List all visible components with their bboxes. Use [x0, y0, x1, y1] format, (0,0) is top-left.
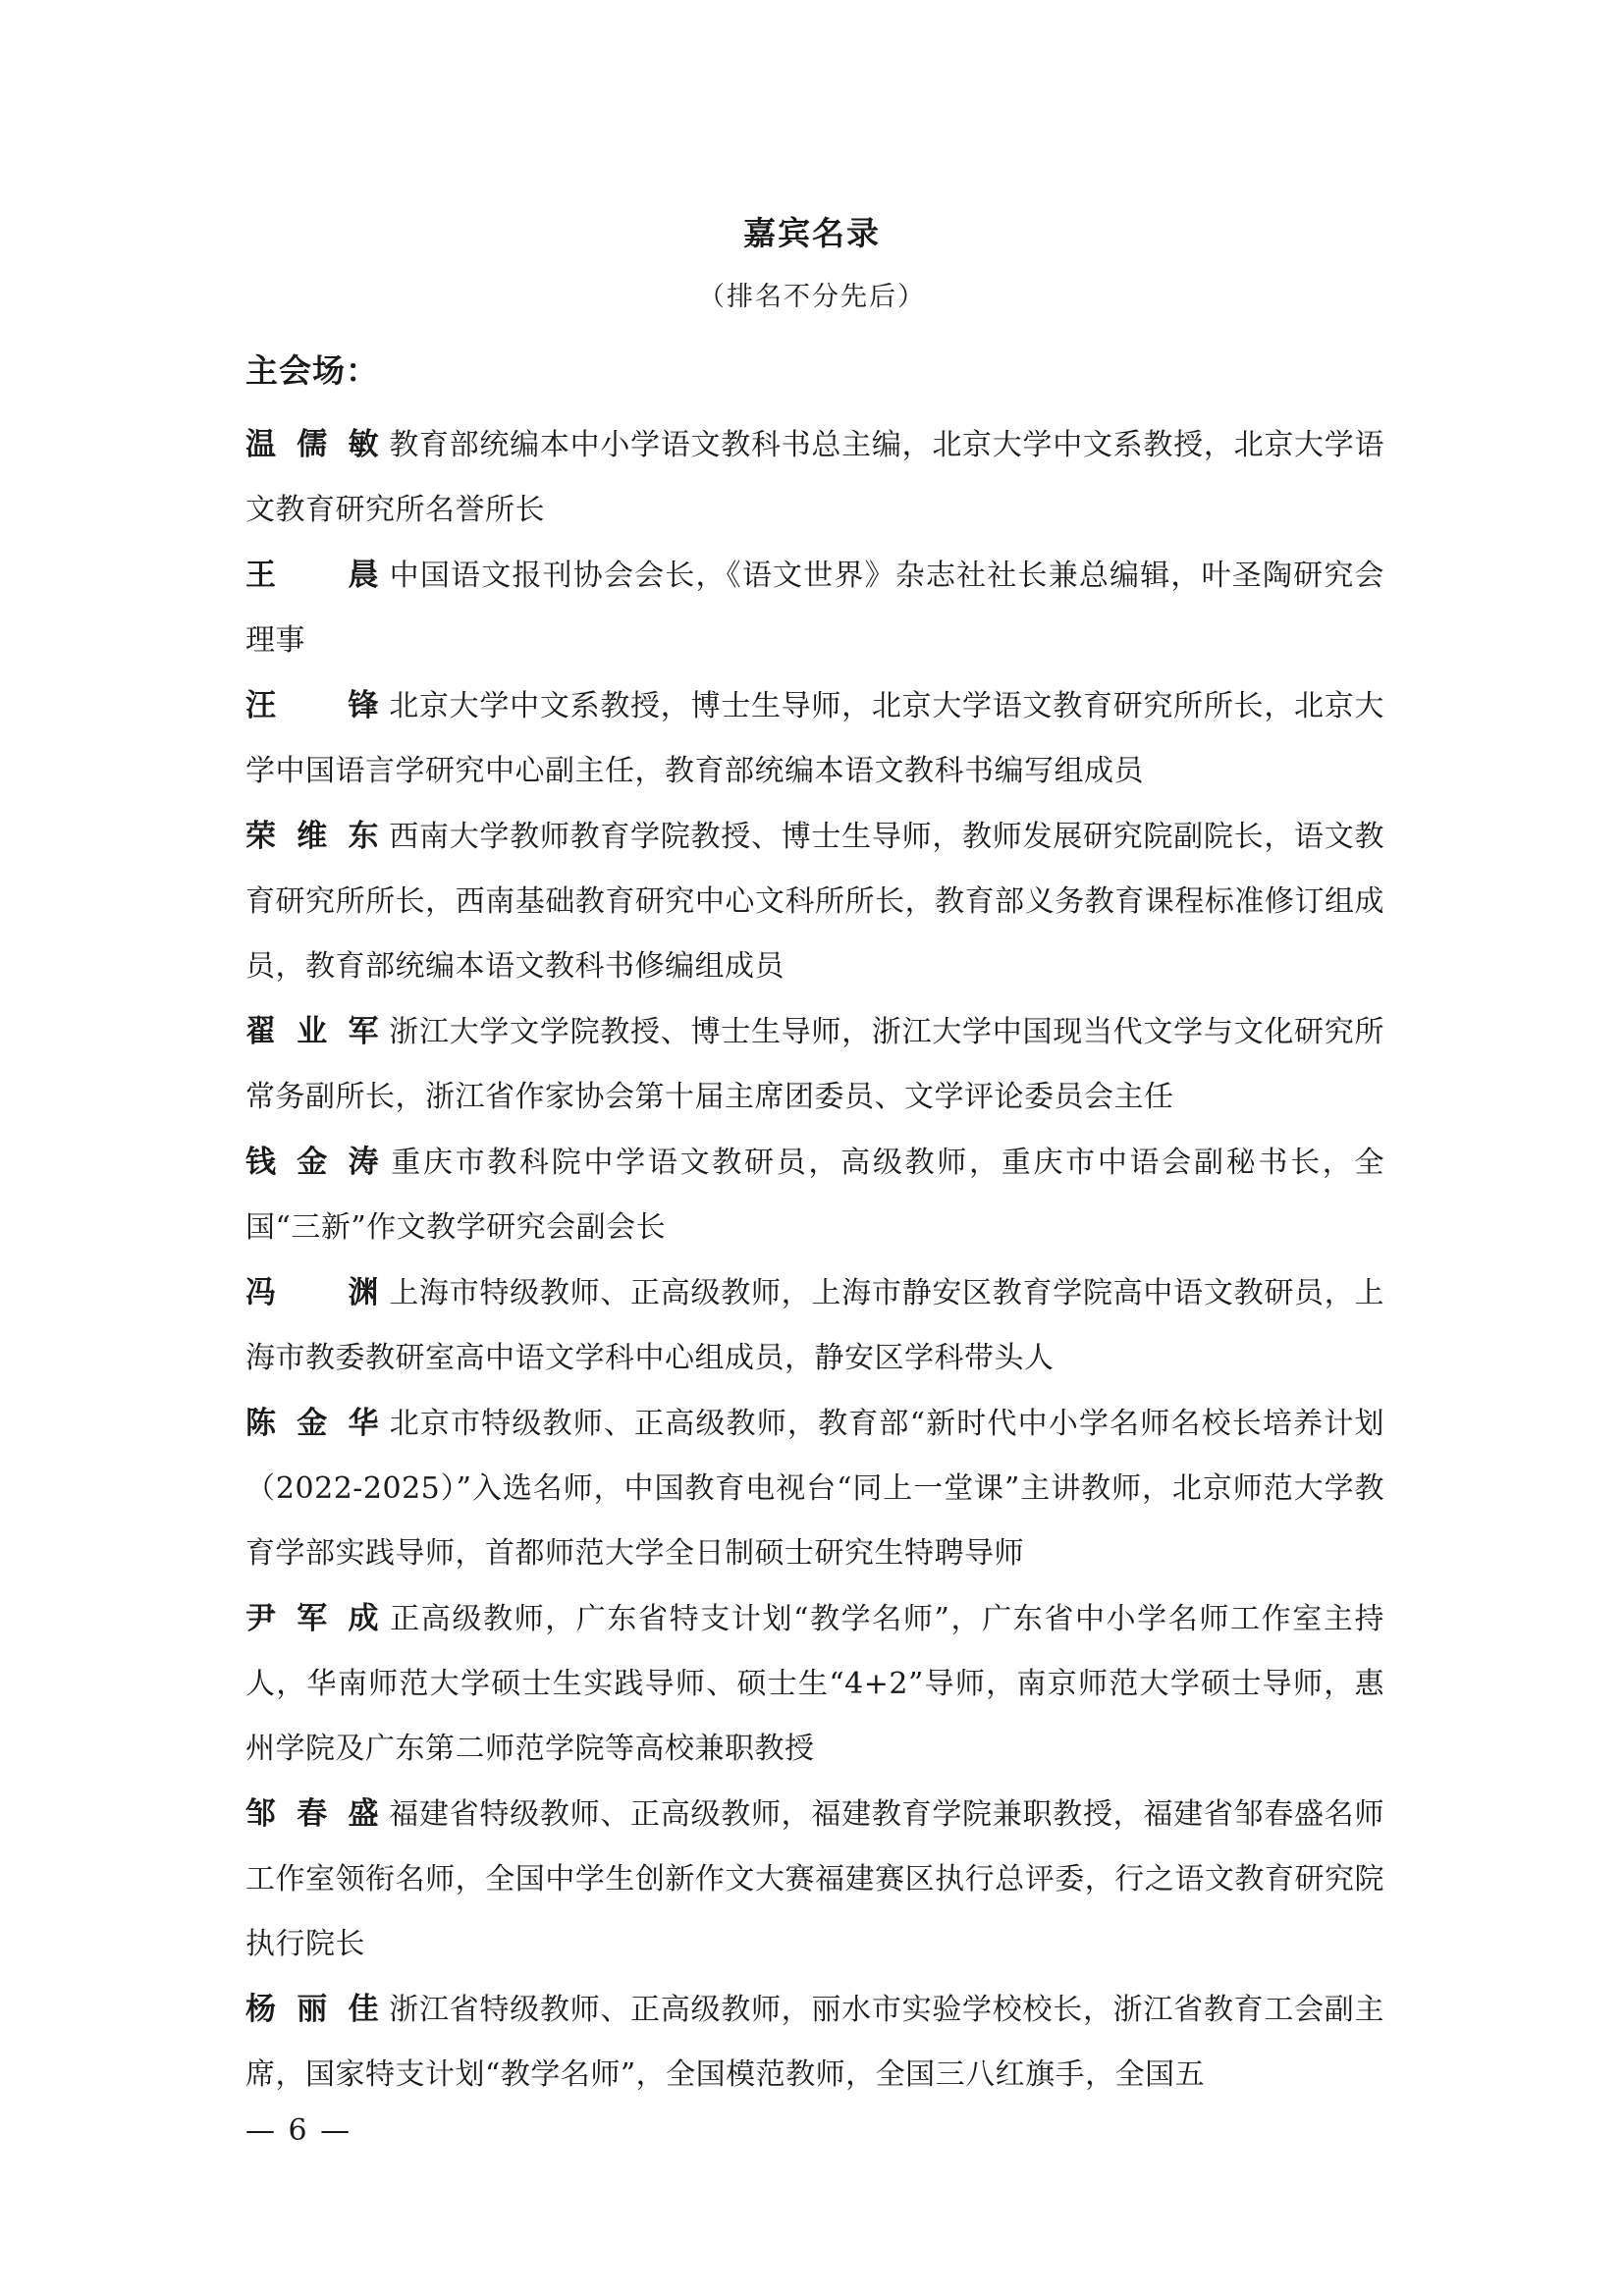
guest-name: 尹军成	[245, 1601, 379, 1636]
guest-description: 福建省特级教师、正高级教师，福建教育学院兼职教授，福建省邹春盛名师工作室领衔名师，全国中学生创新作文大赛福建赛区执行总评委，行之语文教育研究院执行院长	[245, 1797, 1384, 1961]
guest-entry	[245, 673, 1384, 804]
guest-entry	[245, 412, 1384, 543]
guest-description: 上海市特级教师、正高级教师，上海市静安区教育学院高中语文教研员，上海市教委教研室高中语文学科中心组成员，静安区学科带头人	[245, 1276, 1384, 1375]
guest-entry	[245, 1130, 1384, 1260]
guest-entry	[245, 999, 1384, 1130]
guest-name: 陈金华	[245, 1406, 379, 1441]
guest-name: 汪锋	[245, 688, 379, 723]
guest-description: 北京市特级教师、正高级教师，教育部“新时代中小学名师名校长培养计划（2022-2025）”入选名师，中国教育电视台“同上一堂课”主讲教师，北京师范大学教育学部实践导师，首都师范大学全日制硕士研究生特聘导师	[245, 1407, 1384, 1571]
guest-description: 浙江省特级教师、正高级教师，丽水市实验学校校长，浙江省教育工会副主席，国家特支计划“教学名师”，全国模范教师，全国三八红旗手，全国五	[245, 1993, 1384, 2092]
section-heading: 主会场：	[245, 351, 379, 390]
page-number: — 6 —	[245, 2113, 352, 2148]
guest-name: 杨丽佳	[245, 1992, 379, 2027]
guest-name: 温儒敏	[245, 427, 379, 462]
guest-description: 中国语文报刊协会会长，《语文世界》杂志社社长兼总编辑，叶圣陶研究会理事	[245, 559, 1384, 658]
page-subtitle: （排名不分先后）	[698, 282, 926, 312]
guest-name: 钱金涛	[245, 1145, 379, 1180]
guest-description: 正高级教师，广东省特支计划“教学名师”，广东省中小学名师工作室主持人，华南师范大学硕士生实践导师、硕士生“4+2”导师，南京师范大学硕士导师，惠州学院及广东第二师范学院等高校兼职教授	[245, 1602, 1384, 1766]
guest-description: 浙江大学文学院教授、博士生导师，浙江大学中国现当代文学与文化研究所常务副所长，浙江省作家协会第十届主席团委员、文学评论委员会主任	[245, 1015, 1384, 1114]
guest-description: 教育部统编本中小学语文教科书总主编，北京大学中文系教授，北京大学语文教育研究所名誉所长	[245, 428, 1384, 527]
guest-name: 荣维东	[245, 819, 379, 854]
guest-name: 翟业军	[245, 1014, 379, 1049]
guest-entry	[245, 543, 1384, 673]
page-title: 嘉宾名录	[743, 214, 881, 252]
guest-description: 西南大学教师教育学院教授、博士生导师，教师发展研究院副院长，语文教育研究所所长，西南基础教育研究中心文科所所长，教育部义务教育课程标准修订组成员，教育部统编本语文教科书修编组成员	[245, 820, 1384, 984]
guest-description: 重庆市教科院中学语文教研员，高级教师，重庆市中语会副秘书长，全国“三新”作文教学研究会副会长	[245, 1146, 1384, 1245]
guest-entry	[245, 804, 1384, 999]
guest-name: 王晨	[245, 558, 379, 593]
guest-list	[245, 412, 1384, 2108]
guest-description: 北京大学中文系教授，博士生导师，北京大学语文教育研究所所长，北京大学中国语言学研究中心副主任，教育部统编本语文教科书编写组成员	[245, 689, 1384, 788]
guest-entry	[245, 1260, 1384, 1391]
guest-name: 冯渊	[245, 1275, 379, 1310]
guest-entry	[245, 1586, 1384, 1782]
guest-entry	[245, 1977, 1384, 2108]
guest-entry	[245, 1391, 1384, 1586]
guest-name: 邹春盛	[245, 1796, 379, 1832]
guest-entry	[245, 1782, 1384, 1977]
